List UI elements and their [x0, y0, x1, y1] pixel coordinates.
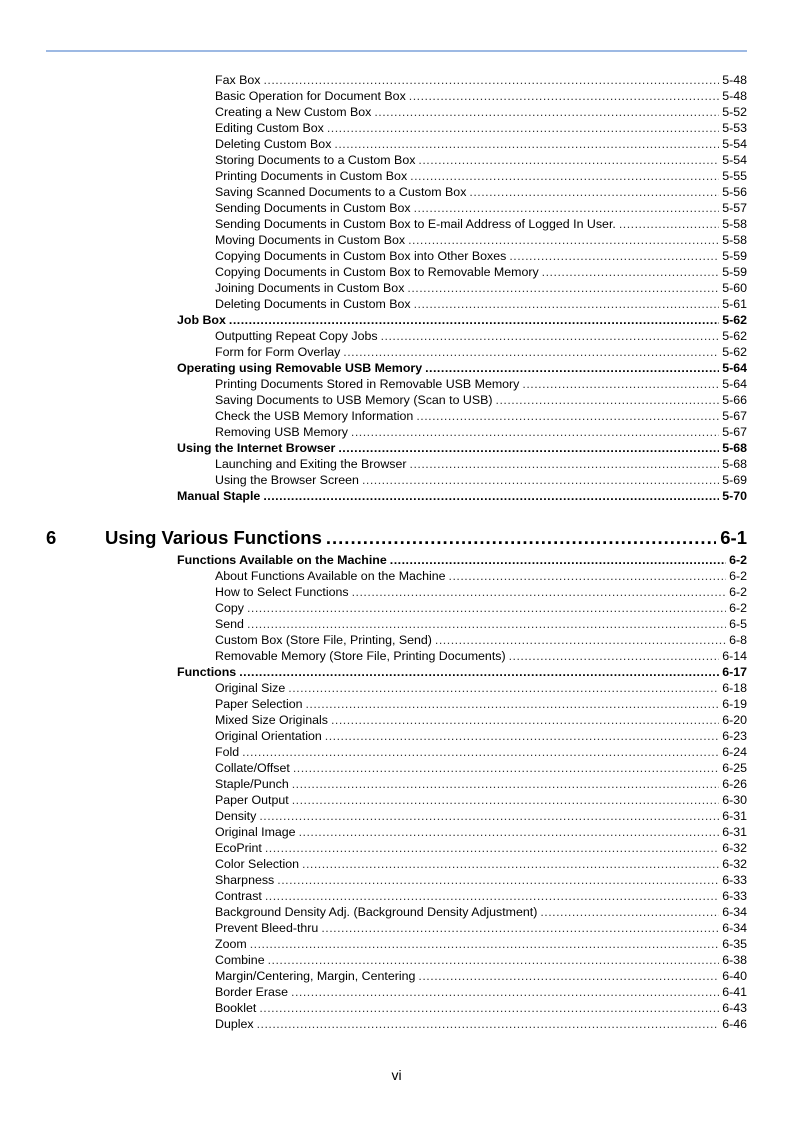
toc-entry[interactable]: [215, 184, 747, 200]
dot-leader: [263, 488, 719, 504]
toc-entry-title: Deleting Custom Box: [215, 137, 332, 151]
toc-entry-page: 5-62: [722, 345, 747, 359]
dot-leader: [229, 312, 719, 328]
toc-entry-page: 6-33: [722, 889, 747, 903]
chapter-number: 6: [46, 527, 57, 548]
toc-entry[interactable]: [215, 248, 747, 264]
toc-entry-title: Form for Form Overlay: [215, 345, 341, 359]
dot-leader: [299, 824, 720, 840]
toc-entry-page: 6-2: [729, 601, 747, 615]
dot-leader: [435, 632, 726, 648]
toc-entry-title: Paper Output: [215, 793, 289, 807]
toc-entry[interactable]: [215, 424, 747, 440]
toc-entry-title: Collate/Offset: [215, 761, 290, 775]
dot-leader: [418, 968, 719, 984]
dot-leader: [496, 392, 720, 408]
toc-entry-title: Operating using Removable USB Memory: [177, 361, 423, 375]
dot-leader: [293, 760, 719, 776]
dot-leader: [542, 264, 720, 280]
toc-entry-title: Outputting Repeat Copy Jobs: [215, 329, 378, 343]
toc-entry-title: Printing Documents in Custom Box: [215, 169, 408, 183]
toc-entry[interactable]: [215, 600, 747, 616]
dot-leader: [410, 456, 720, 472]
dot-leader: [265, 840, 719, 856]
toc-entry-page: 5-69: [722, 473, 747, 487]
toc-entry-page: 6-26: [722, 777, 747, 791]
dot-leader: [250, 936, 720, 952]
toc-entry-title: How to Select Functions: [215, 585, 349, 599]
toc-entry[interactable]: [215, 1016, 747, 1032]
dot-leader: [257, 1016, 720, 1032]
dot-leader: [414, 296, 720, 312]
toc-section-entry[interactable]: [177, 312, 747, 328]
dot-leader: [291, 984, 719, 1000]
toc-entry-title: Fold: [215, 745, 240, 759]
toc-entry-title: Basic Operation for Document Box: [215, 89, 406, 103]
toc-entry-page: 6-46: [722, 1017, 747, 1031]
toc-entry-page: 5-59: [722, 265, 747, 279]
toc-entry[interactable]: [215, 568, 747, 584]
toc-entry[interactable]: [215, 744, 747, 760]
dot-leader: [414, 200, 720, 216]
toc-entry-page: 6-43: [722, 1001, 747, 1015]
toc-entry-page: 5-61: [722, 297, 747, 311]
toc-entry[interactable]: [215, 344, 747, 360]
toc-entry-title: Editing Custom Box: [215, 121, 324, 135]
toc-entry-title: Border Erase: [215, 985, 289, 999]
toc-entry[interactable]: [215, 712, 747, 728]
toc-entry[interactable]: [215, 216, 747, 232]
toc-entry[interactable]: [215, 152, 747, 168]
toc-section-entry[interactable]: [177, 552, 747, 568]
dot-leader: [327, 120, 719, 136]
toc-entry-page: 6-24: [722, 745, 747, 759]
toc-entry-title: Fax Box: [215, 73, 261, 87]
toc-entry-page: 5-68: [722, 457, 747, 471]
toc-entry-page: 5-70: [722, 489, 747, 503]
toc-entry-page: 6-2: [729, 569, 747, 583]
dot-leader: [416, 408, 719, 424]
toc-entry[interactable]: [215, 616, 747, 632]
toc-entry[interactable]: [215, 888, 747, 904]
toc-entry-title: Original Orientation: [215, 729, 322, 743]
toc-entry-page: 5-62: [722, 313, 747, 327]
toc-entry-page: 6-14: [722, 649, 747, 663]
toc-entry-title: Prevent Bleed-thru: [215, 921, 319, 935]
dot-leader: [381, 328, 720, 344]
toc-entry-title: Joining Documents in Custom Box: [215, 281, 405, 295]
dot-leader: [351, 424, 719, 440]
dot-leader: [540, 904, 719, 920]
toc-entry-title: Custom Box (Store File, Printing, Send): [215, 633, 432, 647]
toc-entry-page: 5-58: [722, 217, 747, 231]
toc-entry[interactable]: [215, 904, 747, 920]
dot-leader: [425, 360, 719, 376]
toc-entry-page: 5-60: [722, 281, 747, 295]
toc-entry-title: Saving Documents to USB Memory (Scan to USB): [215, 393, 493, 407]
toc-entry-page: 6-38: [722, 953, 747, 967]
dot-leader: [522, 376, 719, 392]
dot-leader: [263, 72, 719, 88]
dot-leader: [239, 664, 719, 680]
toc-entry[interactable]: [215, 200, 747, 216]
toc-entry[interactable]: [215, 1000, 747, 1016]
header-rule: [46, 50, 747, 52]
dot-leader: [407, 280, 719, 296]
toc-entry-title: Zoom: [215, 937, 247, 951]
toc-entry-page: 6-34: [722, 921, 747, 935]
dot-leader: [325, 728, 719, 744]
toc-entry-title: Deleting Documents in Custom Box: [215, 297, 411, 311]
toc-entry-title: Moving Documents in Custom Box: [215, 233, 406, 247]
toc-entry-title: Staple/Punch: [215, 777, 289, 791]
toc-section-entry[interactable]: [177, 664, 747, 680]
toc-entry[interactable]: [215, 632, 747, 648]
toc-entry-page: 6-2: [729, 585, 747, 599]
toc-entry-page: 5-54: [722, 137, 747, 151]
toc-entry-title: Margin/Centering, Margin, Centering: [215, 969, 416, 983]
dot-leader: [338, 440, 719, 456]
toc-entry-title: Original Image: [215, 825, 296, 839]
dot-leader: [268, 952, 720, 968]
dot-leader: [331, 712, 719, 728]
dot-leader: [334, 136, 719, 152]
toc-entry[interactable]: [215, 920, 747, 936]
dot-leader: [409, 88, 719, 104]
dot-leader: [259, 1000, 719, 1016]
chapter-title: Using Various Functions: [105, 527, 322, 548]
toc-entry-title: Density: [215, 809, 257, 823]
toc-entry[interactable]: [215, 376, 747, 392]
toc-entry-title: Sending Documents in Custom Box to E-mail Address of Logged In User.: [215, 217, 616, 231]
toc-entry[interactable]: [215, 648, 747, 664]
toc-entry-page: 6-23: [722, 729, 747, 743]
toc-entry-title: Using the Internet Browser: [177, 441, 336, 455]
toc-entry-title: EcoPrint: [215, 841, 262, 855]
toc-entry-page: 5-53: [722, 121, 747, 135]
toc-entry-title: Duplex: [215, 1017, 254, 1031]
toc-entry[interactable]: [215, 88, 747, 104]
toc-entry-title: Background Density Adj. (Background Density Adjustment): [215, 905, 538, 919]
toc-entry-page: 5-48: [722, 89, 747, 103]
toc-entry-title: Storing Documents to a Custom Box: [215, 153, 416, 167]
toc-entry[interactable]: [215, 840, 747, 856]
toc-entry-page: 5-54: [722, 153, 747, 167]
toc-entry-page: 5-52: [722, 105, 747, 119]
toc-entry[interactable]: [215, 760, 747, 776]
toc-entry[interactable]: [215, 728, 747, 744]
toc-entry-title: Functions: [177, 665, 237, 679]
dot-leader: [362, 472, 719, 488]
toc-entry-page: 6-25: [722, 761, 747, 775]
toc-entry-page: 6-35: [722, 937, 747, 951]
toc-entry[interactable]: [215, 232, 747, 248]
toc-entry[interactable]: [215, 168, 747, 184]
chapter-page: 6-1: [720, 527, 747, 548]
toc-entry[interactable]: [215, 968, 747, 984]
toc-entry[interactable]: [215, 984, 747, 1000]
toc-entry-page: 6-19: [722, 697, 747, 711]
toc-entry-page: 5-55: [722, 169, 747, 183]
dot-leader: [321, 920, 719, 936]
toc-entry-page: 6-32: [722, 841, 747, 855]
toc-entry[interactable]: [215, 456, 747, 472]
toc-entry-title: Check the USB Memory Information: [215, 409, 414, 423]
dot-leader: [277, 872, 719, 888]
dot-leader: [509, 648, 720, 664]
toc-entry-page: 5-62: [722, 329, 747, 343]
toc-entry-page: 5-57: [722, 201, 747, 215]
toc-entry-title: Mixed Size Originals: [215, 713, 328, 727]
toc-entry-page: 5-48: [722, 73, 747, 87]
toc-entry-page: 6-41: [722, 985, 747, 999]
toc-entry[interactable]: [215, 120, 747, 136]
toc-entry-page: 6-5: [729, 617, 747, 631]
toc-entry[interactable]: [215, 792, 747, 808]
toc-entry-title: Original Size: [215, 681, 286, 695]
toc-section-entry[interactable]: [177, 440, 747, 456]
toc-entry-page: 5-68: [722, 441, 747, 455]
toc-entry-page: 6-33: [722, 873, 747, 887]
dot-leader: [305, 696, 719, 712]
toc-entry-title: Sending Documents in Custom Box: [215, 201, 411, 215]
toc-entry-title: Send: [215, 617, 244, 631]
toc-entry-title: Sharpness: [215, 873, 275, 887]
toc-entry[interactable]: [215, 808, 747, 824]
toc-entry-title: Combine: [215, 953, 265, 967]
dot-leader: [619, 216, 719, 232]
toc-entry-page: 6-32: [722, 857, 747, 871]
dot-leader: [326, 526, 716, 550]
toc-entry[interactable]: [215, 584, 747, 600]
toc-entry[interactable]: [215, 296, 747, 312]
toc-entry-page: 6-18: [722, 681, 747, 695]
toc-entry[interactable]: [215, 776, 747, 792]
dot-leader: [242, 744, 719, 760]
toc-entry[interactable]: [215, 936, 747, 952]
toc-entry-title: Printing Documents Stored in Removable USB Memory: [215, 377, 520, 391]
page-number-footer: vi: [391, 1067, 402, 1083]
dot-leader: [292, 792, 719, 808]
toc-entry-title: Job Box: [177, 313, 226, 327]
toc-entry[interactable]: [215, 824, 747, 840]
toc-entry[interactable]: [215, 952, 747, 968]
dot-leader: [408, 232, 719, 248]
toc-entry-page: 6-31: [722, 809, 747, 823]
dot-leader: [302, 856, 719, 872]
toc-entry-title: Creating a New Custom Box: [215, 105, 372, 119]
toc-entry-page: 6-17: [722, 665, 747, 679]
toc-entry-title: Saving Scanned Documents to a Custom Box: [215, 185, 467, 199]
toc-section-entry[interactable]: [177, 488, 747, 504]
toc-entry-page: 5-64: [722, 377, 747, 391]
toc-entry-page: 6-2: [729, 553, 747, 567]
toc-entry[interactable]: [215, 392, 747, 408]
toc-entry-page: 6-20: [722, 713, 747, 727]
toc-entry-page: 6-34: [722, 905, 747, 919]
toc-entry-title: About Functions Available on the Machine: [215, 569, 446, 583]
toc-entry-page: 5-67: [722, 425, 747, 439]
toc-entry[interactable]: [215, 872, 747, 888]
toc-entry-title: Copying Documents in Custom Box to Removable Memory: [215, 265, 539, 279]
toc-entry-page: 5-59: [722, 249, 747, 263]
toc-entry-title: Booklet: [215, 1001, 257, 1015]
dot-leader: [265, 888, 719, 904]
dot-leader: [247, 600, 726, 616]
toc-entry[interactable]: [215, 264, 747, 280]
dot-leader: [390, 552, 726, 568]
toc-entry[interactable]: [215, 680, 747, 696]
dot-leader: [418, 152, 719, 168]
dot-leader: [352, 584, 726, 600]
toc-entry[interactable]: [215, 696, 747, 712]
toc-entry-title: Functions Available on the Machine: [177, 553, 387, 567]
toc-entry-title: Paper Selection: [215, 697, 303, 711]
toc-entry-title: Contrast: [215, 889, 262, 903]
toc-entry-title: Copying Documents in Custom Box into Other Boxes: [215, 249, 507, 263]
toc-entry-title: Removing USB Memory: [215, 425, 348, 439]
toc-entry-title: Color Selection: [215, 857, 300, 871]
toc-entry-title: Copy: [215, 601, 244, 615]
chapter-heading[interactable]: [46, 526, 747, 550]
toc-entry-page: 5-58: [722, 233, 747, 247]
toc-entry-page: 5-64: [722, 361, 747, 375]
toc-entry-page: 5-56: [722, 185, 747, 199]
toc-entry-page: 6-40: [722, 969, 747, 983]
toc-entry-title: Removable Memory (Store File, Printing Documents): [215, 649, 506, 663]
toc-entry[interactable]: [215, 104, 747, 120]
toc-entry[interactable]: [215, 72, 747, 88]
dot-leader: [449, 568, 727, 584]
toc-entry-page: 5-67: [722, 409, 747, 423]
toc-entry[interactable]: [215, 408, 747, 424]
toc-entry-title: Launching and Exiting the Browser: [215, 457, 407, 471]
dot-leader: [259, 808, 719, 824]
dot-leader: [509, 248, 719, 264]
toc-entry-title: Manual Staple: [177, 489, 261, 503]
toc-entry-title: Using the Browser Screen: [215, 473, 359, 487]
dot-leader: [343, 344, 719, 360]
dot-leader: [292, 776, 719, 792]
toc-entry-page: 6-30: [722, 793, 747, 807]
toc-entry[interactable]: [215, 472, 747, 488]
toc-entry-page: 5-66: [722, 393, 747, 407]
toc-entry-page: 6-31: [722, 825, 747, 839]
toc-entry[interactable]: [215, 136, 747, 152]
toc-entry-page: 6-8: [729, 633, 747, 647]
dot-leader: [288, 680, 719, 696]
dot-leader: [469, 184, 719, 200]
toc-entry[interactable]: [215, 856, 747, 872]
toc-section-entry[interactable]: [177, 360, 747, 376]
toc-entry[interactable]: [215, 280, 747, 296]
toc-entry[interactable]: [215, 328, 747, 344]
dot-leader: [410, 168, 719, 184]
dot-leader: [374, 104, 719, 120]
dot-leader: [247, 616, 726, 632]
